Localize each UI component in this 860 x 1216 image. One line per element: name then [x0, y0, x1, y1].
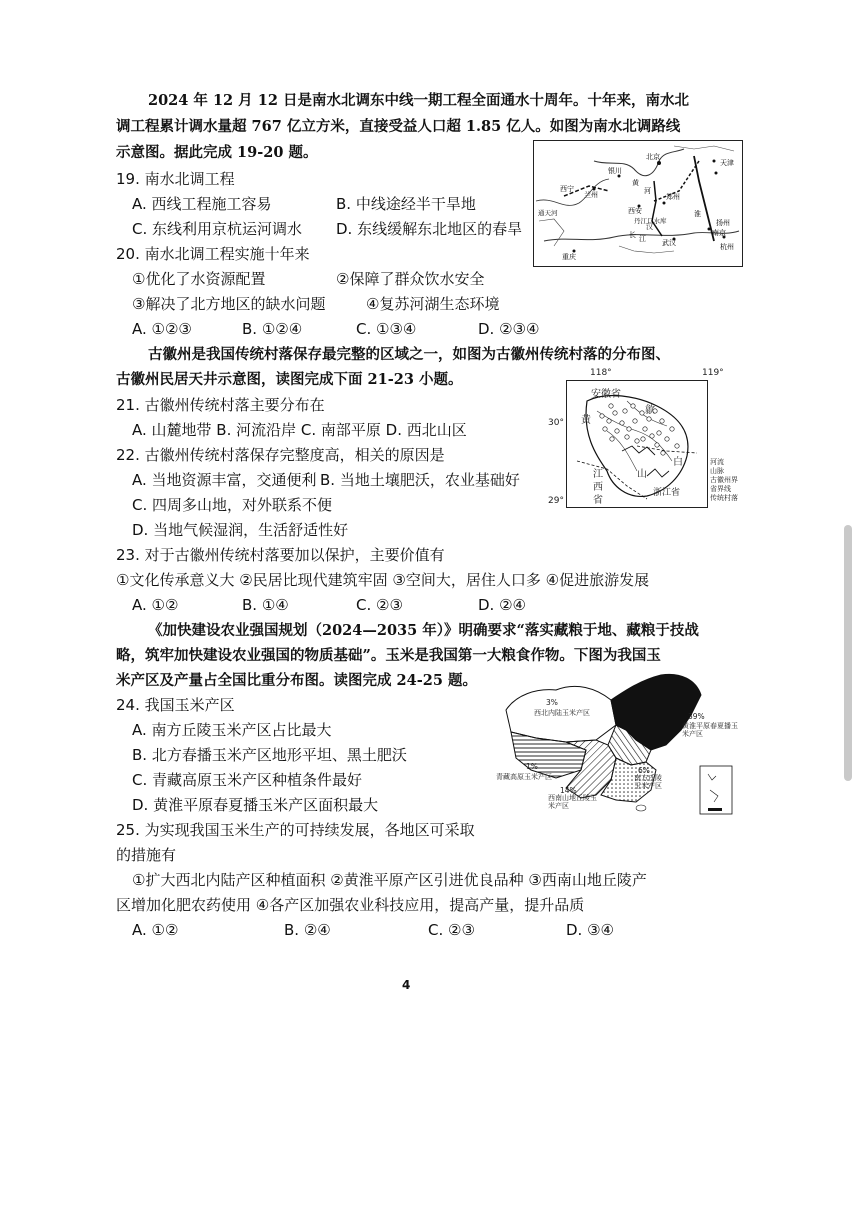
huizhou-map [538, 370, 750, 510]
q24-option-d[interactable]: D. 黄淮平原春夏播玉米产区面积最大 [132, 796, 379, 814]
q24-option-b[interactable]: B. 北方春播玉米产区地形平坦、黑土肥沃 [132, 746, 407, 764]
passage3-line1: 《加快建设农业强国规划（2024—2035 年）》明确要求“落实藏粮于地、藏粮于技战 [148, 622, 699, 639]
passage1-line1: 2024 年 12 月 12 日是南水北调东中线一期工程全面通水十周年。十年来，南水北 [148, 92, 689, 109]
legend-village: 传统村落 [710, 494, 738, 502]
q23-option-b[interactable]: B. ①④ [242, 596, 289, 614]
map1-label-han: 汉 [646, 223, 653, 231]
map3-sw-label: 西南山地丘陵玉米产区 [548, 794, 597, 810]
water-transfer-map-svg [534, 141, 742, 266]
map2-label-zhejiang: 浙江省 [653, 488, 681, 498]
map1-label-yinchuan: 银川 [608, 167, 622, 175]
map1-label-tianjin: 天津 [720, 159, 734, 167]
legend-river: 河流 [710, 458, 724, 466]
page-number: 4 [402, 978, 411, 992]
q25-option-b[interactable]: B. ②④ [284, 921, 331, 939]
legend-huizhou-border: 古徽州界 [710, 476, 738, 484]
q25-option-c[interactable]: C. ②③ [428, 921, 475, 939]
map3-sw-pct: 14% [560, 786, 577, 795]
map3-s-label: 南方丘陵玉米产区 [634, 774, 662, 790]
map1-label-xining: 西宁 [560, 185, 574, 193]
map1-label-wuhan: 武汉 [662, 239, 676, 247]
corn-region-map-svg [486, 670, 740, 820]
q25-option-a[interactable]: A. ①② [132, 921, 179, 939]
q25-option-d[interactable]: D. ③④ [566, 921, 614, 939]
map1-label-huang: 黄 [632, 179, 639, 187]
map3-nw-pct: 3% [546, 698, 558, 707]
map1-label-tongtianhe: 通天河 [538, 209, 558, 217]
map1-label-he: 河 [644, 187, 651, 195]
map2-label-huang: 黄 [581, 415, 591, 426]
map3-s-pct: 6% [638, 766, 650, 775]
q19-option-b[interactable]: B. 中线途经半干旱地 [336, 195, 476, 213]
passage2-line2: 古徽州民居天井示意图，读图完成下面 21-23 小题。 [116, 371, 463, 388]
map2-label-jiangxi-1: 江 [593, 469, 603, 480]
q24-option-c[interactable]: C. 青藏高原玉米产区种植条件最好 [132, 771, 363, 789]
q22-option-d[interactable]: D. 当地气候湿润，生活舒适性好 [132, 521, 349, 539]
q20-statement-1: ①优化了水资源配置 [132, 270, 266, 288]
q22-option-b[interactable]: B. 当地土壤肥沃，农业基础好 [320, 471, 520, 489]
map1-label-chang: 长 [629, 231, 636, 239]
water-transfer-map [533, 140, 743, 267]
map3-hh-label: 黄淮平原春夏播玉米产区 [682, 722, 738, 738]
map3-hh-pct: 39% [688, 712, 705, 721]
q25-stem-line1: 25. 为实现我国玉米生产的可持续发展，各地区可采取 [116, 821, 475, 839]
q23-option-a[interactable]: A. ①② [132, 596, 179, 614]
map1-label-beijing: 北京 [646, 153, 660, 161]
scrollbar-thumb[interactable] [844, 525, 852, 781]
q20-option-b[interactable]: B. ①②④ [242, 320, 303, 338]
map2-lat-30: 30° [548, 418, 564, 428]
q20-option-d[interactable]: D. ②③④ [478, 320, 540, 338]
map2-lon-119: 119° [702, 368, 724, 378]
passage3-line3: 米产区及产量占全国比重分布图。读图完成 24-25 题。 [116, 672, 477, 689]
map1-label-chongqing: 重庆 [562, 253, 576, 261]
q25-statements-line1: ①扩大西北内陆产区种植面积 ②黄淮平原产区引进优良品种 ③西南山地丘陵产 [132, 871, 647, 889]
q24-stem: 24. 我国玉米产区 [116, 696, 235, 714]
q25-statements-line2: 区增加化肥农药使用 ④各产区加强农业科技应用，提高产量，提升品质 [116, 896, 585, 914]
q22-option-c[interactable]: C. 四周多山地，对外联系不便 [132, 496, 333, 514]
map2-label-jiangxi-3: 省 [593, 495, 603, 506]
q23-option-d[interactable]: D. ②④ [478, 596, 526, 614]
map1-label-jiang: 江 [639, 235, 646, 243]
q19-option-d[interactable]: D. 东线缓解东北地区的春旱 [336, 220, 523, 238]
q20-statement-3: ③解决了北方地区的缺水问题 [132, 295, 326, 313]
passage3-line2: 略，筑牢加快建设农业强国的物质基础”。玉米是我国第一大粮食作物。下图为我国玉 [116, 647, 661, 664]
q20-option-c[interactable]: C. ①③④ [356, 320, 417, 338]
q21-stem: 21. 古徽州传统村落主要分布在 [116, 396, 325, 414]
map2-legend [710, 458, 752, 503]
map2-label-bai: 白 [673, 457, 683, 468]
map3-qz-label: 青藏高原玉米产区 [496, 773, 552, 781]
passage1-line3: 示意图。据此完成 19-20 题。 [116, 144, 318, 161]
corn-region-map [486, 670, 740, 820]
map3-qz-pct: 1% [526, 762, 538, 771]
map1-label-danjiangkou: 丹江口水库 [634, 217, 667, 225]
huizhou-map-frame [566, 380, 708, 508]
map2-label-jiangxi-2: 西 [593, 482, 603, 493]
q23-stem: 23. 对于古徽州传统村落要加以保护，主要价值有 [116, 546, 445, 564]
map3-nw-label: 西北内陆玉米产区 [534, 709, 590, 717]
map1-label-zhengzhou: 郑州 [666, 193, 680, 201]
map1-label-xian: 西安 [628, 207, 642, 215]
map2-lat-29: 29° [548, 496, 564, 506]
map1-label-nanjing: 南京 [712, 229, 726, 237]
q20-stem: 20. 南水北调工程实施十年来 [116, 245, 310, 263]
q22-option-a[interactable]: A. 当地资源丰富，交通便利 [132, 471, 317, 489]
map1-label-huai: 淮 [694, 210, 701, 218]
legend-province-border: 省界线 [710, 485, 731, 493]
q20-statement-4: ④复苏河湖生态环境 [366, 295, 500, 313]
map2-lon-118: 118° [590, 368, 612, 378]
q22-stem: 22. 古徽州传统村落保存完整度高，相关的原因是 [116, 446, 445, 464]
q25-stem-line2: 的措施有 [116, 846, 177, 864]
passage2-line1: 古徽州是我国传统村落保存最完整的区域之一，如图为古徽州传统村落的分布图、 [148, 346, 670, 363]
map1-label-lanzhou: 兰州 [584, 191, 598, 199]
q20-option-a[interactable]: A. ①②③ [132, 320, 192, 338]
map2-label-shan: 山 [637, 469, 647, 480]
passage1-line2: 调工程累计调水量超 767 亿立方米，直接受益人口超 1.85 亿人。如图为南水北调路线 [116, 118, 681, 135]
legend-mountain: 山脉 [710, 467, 724, 475]
q21-options[interactable]: A. 山麓地带 B. 河流沿岸 C. 南部平原 D. 西北山区 [132, 421, 467, 439]
q23-statements: ①文化传承意义大 ②民居比现代建筑牢固 ③空间大，居住人口多 ④促进旅游发展 [116, 571, 650, 589]
q23-option-c[interactable]: C. ②③ [356, 596, 403, 614]
map1-label-hangzhou: 杭州 [720, 243, 734, 251]
q19-stem: 19. 南水北调工程 [116, 170, 235, 188]
map1-label-yangzhou: 扬州 [716, 219, 730, 227]
q24-option-a[interactable]: A. 南方丘陵玉米产区占比最大 [132, 721, 332, 739]
q20-statement-2: ②保障了群众饮水安全 [336, 270, 485, 288]
huizhou-map-svg [567, 381, 707, 507]
map2-label-she: 歙 [645, 405, 655, 416]
map2-label-anhui: 安徽省 [591, 389, 621, 400]
q19-option-a[interactable]: A. 西线工程施工容易 [132, 195, 272, 213]
q19-option-c[interactable]: C. 东线利用京杭运河调水 [132, 220, 303, 238]
